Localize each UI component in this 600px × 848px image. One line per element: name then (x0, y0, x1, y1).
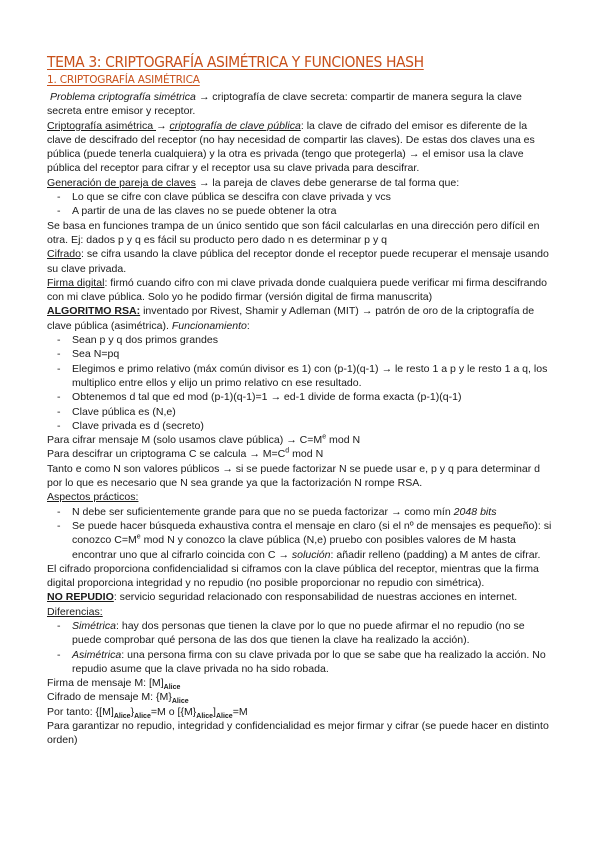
list-item: - Sea N=pq (47, 347, 553, 361)
list-item: - Asimétrica: una persona firma con su clave privada por lo que se sabe que ha realizado la acción. No repudio asume que la clave privada no ha sido robada. (47, 648, 553, 677)
paragraph-no-repudio: NO REPUDIO: servicio seguridad relacionado con responsabilidad de nuestras acciones en internet. (47, 591, 518, 604)
list-item: - Se puede hacer búsqueda exhaustiva contra el mensaje en claro (si el nº de mensajes es pequeño): si conozco $C=M^e$ mod N y conozco la clave pública (N,e) pruebo con posibles valores de M hasta encontrar uno que al cifrarlo coincida con C → solución: añadir relleno (padding) a M antes de cifrar. (47, 519, 553, 562)
list-item: - Lo que se cifre con clave pública se descifra con clave privada y vcs (47, 190, 553, 204)
paragraph-therefore: Por tanto: $\{[M]_{Alice}\}_{Alice}=M$ o $[\{M\}_{Alice}]_{Alice}=M$ (47, 705, 248, 720)
paragraph-rsa: ALGORITMO RSA: inventado por Rivest, Shamir y Adleman (MIT) → patrón de oro de la criptografía de clave pública (asimétrica). Funcionamiento: (47, 305, 535, 332)
rsa-steps-list (47, 333, 553, 433)
paragraph-firma-digital: Firma digital: firmó cuando cifro con mi clave privada donde cualquiera puede verificar mi firma descifrando con mi clave pública. Solo yo he podido firmar (versión digital de firma manuscrita) (47, 276, 548, 304)
list-item: - A partir de una de las claves no se puede obtener la otra (47, 204, 553, 218)
practical-aspects-list (47, 505, 553, 562)
differences-list (47, 619, 553, 676)
key-generation-list (47, 190, 553, 219)
paragraph-encrypt-formula: Para cifrar mensaje M (solo usamos clave pública) → $C=M^e$ mod N (47, 433, 361, 447)
paragraph-key-generation: Generación de pareja de claves → la pareja de claves debe generarse de tal forma que: (47, 176, 460, 189)
list-item: - Simétrica: hay dos personas que tienen la clave por lo que no puede afirmar el no repudio (no se puede comprobar qué persona de las dos que tienen la clave ha realizado la acción). (47, 619, 553, 648)
list-item: - Elegimos e primo relativo (máx común divisor es 1) con (p-1)(q-1) → le resto 1 a p y le resto 1 a q, los multiplico entre ellos y elijo un primo relativo cn ese resultado. (47, 362, 553, 391)
paragraph-asymmetric: Criptografía asimétrica → criptografía de clave pública: la clave de cifrado del emisor es diferente de la clave de descifrado del receptor (no hay necesidad de compartir las claves). De estas dos claves una es pública (puede tenerla cualquiera) y la otra es privada (tengo que protegerla) → el emisor usa la clave pública del receptor para cifrar y el receptor usa su clave privada para descifrar. (47, 119, 535, 175)
paragraph-practical-aspects: Aspectos prácticos: (47, 491, 139, 504)
list-item: - Obtenemos d tal que ed mod (p-1)(q-1)=1 → ed-1 divide de forma exacta (p-1)(q-1) (47, 390, 553, 404)
paragraph-public-values: Tanto e como N son valores públicos → si se puede factorizar N se puede usar e, p y q para determinar d por lo que es necesario que N sea grande ya que la factorización N rompe RSA. (47, 462, 541, 490)
list-item: - Sean p y q dos primos grandes (47, 333, 553, 347)
list-item: - Clave privada es d (secreto) (47, 419, 553, 433)
paragraph-encryption: Cifrado de mensaje M: $\{M\}_{Alice}$ (47, 691, 189, 706)
paragraph-confidentiality: El cifrado proporciona confidencialidad si ciframos con la clave pública del receptor, mientras que la firma digital proporciona integridad y no repudio (no posible proporcionar no repudio con simétrica). (47, 562, 539, 590)
list-item: - Clave pública es (N,e) (47, 405, 553, 419)
paragraph-symmetric-problem: Problema criptografía simétrica → criptografía de clave secreta: compartir de manera segura la clave secreta entre emisor y receptor. (47, 91, 522, 118)
paragraph-cifrado: Cifrado: se cifra usando la clave pública del receptor donde el receptor puede recuperar el mensaje usando su clave privada. (47, 248, 549, 275)
paragraph-signature: Firma de mensaje M: $[M]_{Alice}$ (47, 677, 181, 692)
page-title: TEMA 3: CRIPTOGRAFÍA ASIMÉTRICA Y FUNCIONES HASH (47, 53, 424, 71)
list-item: - N debe ser suficientemente grande para que no se pueda factorizar → como mín 2048 bits (47, 505, 553, 519)
paragraph-trapdoor: Se basa en funciones trampa de un único sentido que son fácil calcularlas en una dirección pero difícil en otra. Ej: dados p y q es fácil su producto pero dado n es determinar p y q (47, 219, 540, 246)
document-page (47, 52, 553, 748)
section-heading: 1. CRIPTOGRAFÍA ASIMÉTRICA (47, 74, 200, 86)
paragraph-guarantee: Para garantizar no repudio, integridad y confidencialidad es mejor firmar y cifrar (se puede hacer en distinto orden) (47, 720, 549, 747)
paragraph-decrypt-formula: Para descifrar un criptograma C se calcula → $M=C^d$ mod N (47, 447, 324, 461)
paragraph-differences: Diferencias: (47, 605, 103, 618)
